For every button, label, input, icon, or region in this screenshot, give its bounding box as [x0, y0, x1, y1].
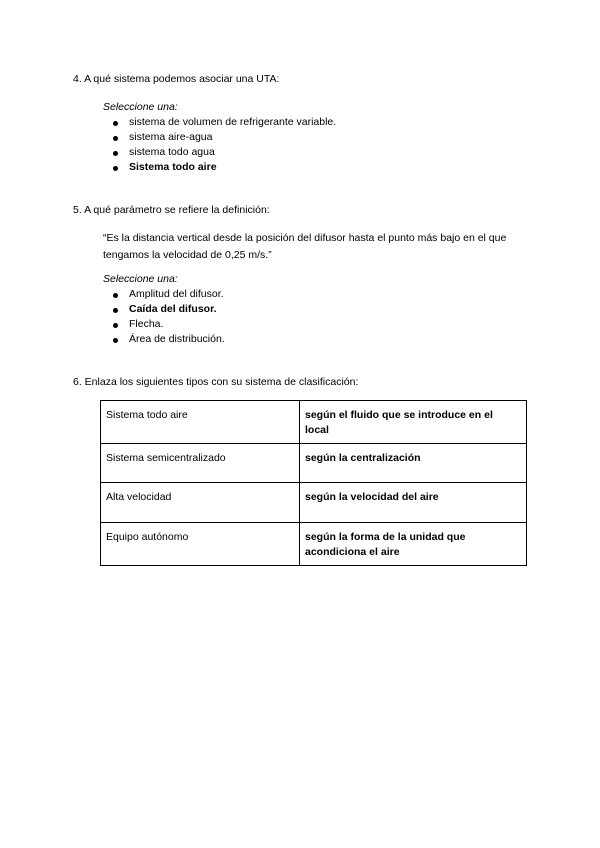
type-cell: Sistema semicentralizado — [101, 444, 300, 483]
table-row — [101, 523, 527, 566]
option-label: sistema aire-agua — [129, 131, 213, 143]
question-5-option[interactable] — [103, 332, 533, 347]
option-label: sistema todo agua — [129, 146, 215, 158]
question-4-options — [103, 115, 533, 175]
definition-quote-line-1: “Es la distancia vertical desde la posición del difusor hasta el punto más bajo en el que — [103, 232, 507, 244]
classification-text-line-1: según la velocidad del aire — [305, 491, 439, 503]
option-label: Caída del difusor. — [129, 303, 217, 315]
bullet-icon — [113, 338, 118, 343]
type-cell: Alta velocidad — [101, 483, 300, 523]
question-5-option-selected[interactable] — [103, 302, 533, 317]
classification-text-line-2: acondiciona el aire — [305, 546, 400, 558]
type-cell: Sistema todo aire — [101, 401, 300, 444]
question-5-definition — [103, 230, 543, 264]
bullet-icon — [113, 121, 118, 126]
option-label: Flecha. — [129, 318, 164, 330]
classification-table — [100, 400, 527, 566]
bullet-icon — [113, 293, 118, 298]
bullet-icon — [113, 308, 118, 313]
question-5-instruction: Seleccione una: — [103, 273, 178, 285]
classification-text-line-1: según la centralización — [305, 452, 421, 464]
definition-quote-line-2: tengamos la velocidad de 0,25 m/s.” — [103, 249, 272, 261]
option-label: Sistema todo aire — [129, 161, 217, 173]
bullet-icon — [113, 151, 118, 156]
question-4-instruction: Seleccione una: — [103, 101, 178, 113]
bullet-icon — [113, 136, 118, 141]
table-row — [101, 483, 527, 523]
table-row — [101, 401, 527, 444]
question-4-option[interactable] — [103, 145, 533, 160]
question-4-answers — [103, 100, 533, 175]
classification-cell — [300, 483, 527, 523]
question-6-title: 6. Enlaza los siguientes tipos con su sistema de clasificación: — [73, 376, 359, 388]
classification-text-line-1: según el fluido que se introduce en el — [305, 409, 493, 421]
question-5-option[interactable] — [103, 317, 533, 332]
question-5-title: 5. A qué parámetro se refiere la definición: — [73, 204, 270, 216]
option-label: Área de distribución. — [129, 333, 225, 345]
bullet-icon — [113, 166, 118, 171]
question-5-answers — [103, 272, 533, 347]
option-label: sistema de volumen de refrigerante variable. — [129, 116, 337, 128]
question-4-option[interactable] — [103, 130, 533, 145]
classification-text-line-1: según la forma de la unidad que — [305, 531, 466, 543]
type-cell: Equipo autónomo — [101, 523, 300, 566]
question-4-title: 4. A qué sistema podemos asociar una UTA: — [73, 73, 280, 85]
question-5-options — [103, 287, 533, 347]
classification-cell — [300, 523, 527, 566]
bullet-icon — [113, 323, 118, 328]
question-5-option[interactable] — [103, 287, 533, 302]
question-4-option-selected[interactable] — [103, 160, 533, 175]
classification-cell — [300, 444, 527, 483]
question-4-option[interactable] — [103, 115, 533, 130]
classification-cell — [300, 401, 527, 444]
classification-text-line-2: local — [305, 424, 329, 436]
table-row — [101, 444, 527, 483]
option-label: Amplitud del difusor. — [129, 288, 224, 300]
